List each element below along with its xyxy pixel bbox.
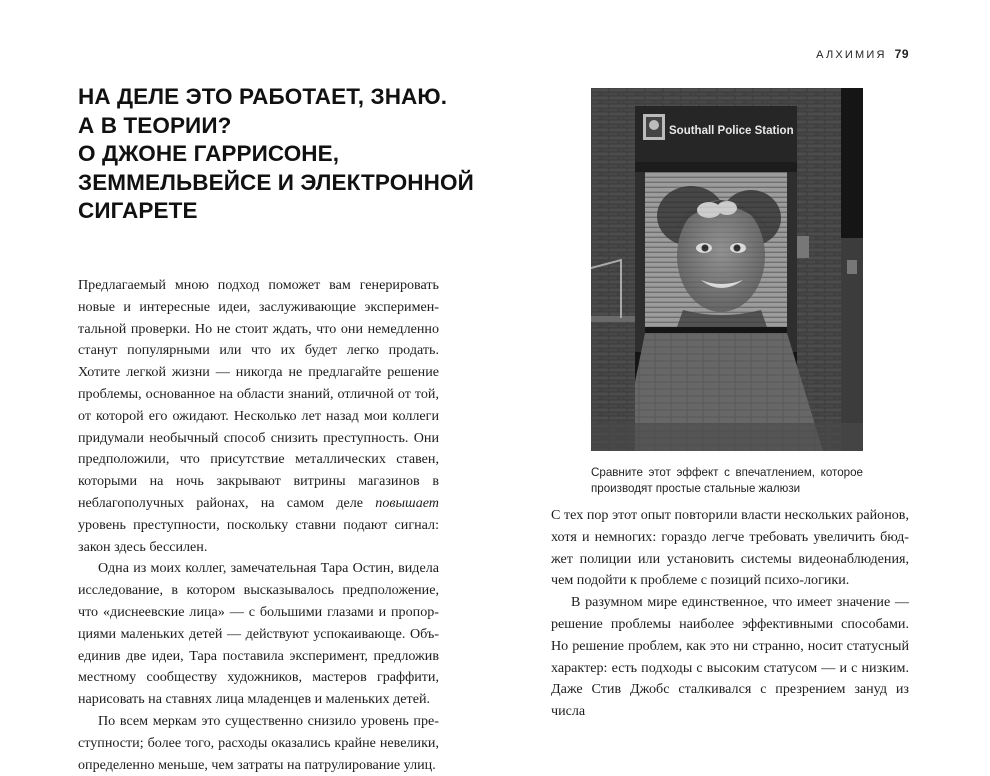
right-page <box>495 0 990 747</box>
right-body-text <box>551 505 909 723</box>
photo-illustration <box>591 88 863 451</box>
emphasis-text: повышает <box>375 494 439 511</box>
paragraph <box>78 275 439 558</box>
page-number: 79 <box>894 47 909 61</box>
paragraph-text: Предлагаемый мною подход поможет вам генерировать новые и интересные идеи, заслуживающие экспериментальной проверки. Но не стоит ждать, что они немедленно станут популярными или что их будет легко продать. Хотите легкой жизни — никогда не предлагайте решение проблемы, основанное на области знаний, отличной от той, от которой его ожидают. Несколько лет назад мои коллеги придумали необычный способ снизить преступность. Они предположили, что присутствие металлических ставен, которыми на ночь закрывают витрины магазинов в неблагополучных районах, на самом деле <box>78 277 439 511</box>
running-head <box>816 47 909 61</box>
paragraph: По всем меркам это существенно снизило уровень преступности; более того, расходы оказались крайне невелики, определенно меньше, чем затраты на патрулирование улиц. <box>78 712 439 773</box>
sign-text: Southall Police Station <box>669 125 794 137</box>
photo-caption: Сравните этот эффект с впечатлением, которое производят простые стальные жалюзи <box>591 466 863 495</box>
chapter-title-line: НА ДЕЛЕ ЭТО РАБОТАЕТ, ЗНАЮ. <box>78 84 448 109</box>
chapter-title-line: ЗЕММЕЛЬВЕЙСЕ И ЭЛЕКТРОННОЙ <box>78 169 474 195</box>
paragraph-text: уровень преступности, поскольку ставни подают сигнал: закон здесь бессилен. <box>78 516 439 555</box>
paragraph: В разумном мире единственное, что имеет значение — решение проблемы наиболее эффективными способами. Но решение проблем, как это ни странно, носит статусный характер: есть подходы с высоким статусом — и с низким. Даже Стив Джобс сталкивался с презрением зануд из числа <box>551 594 909 720</box>
chapter-title-line: А В ТЕОРИИ? <box>78 112 232 138</box>
left-body-text <box>78 275 439 776</box>
paragraph: Одна из моих коллег, замечательная Тара Остин, видела исследование, в котором высказывалось предположение, что «диснеевские лица» — с большими глазами и пропорциями маленьких детей — действуют успокаивающе. Объединив две идеи, Тара поставила эксперимент, предложив местному сообществу художников, мастеров граффити, нарисовать на ставнях лица младенцев и маленьких детей. <box>78 560 439 708</box>
running-head-title: АЛХИМИЯ <box>816 49 887 61</box>
paragraph: С тех пор этот опыт повторили власти нескольких районов, хотя и немногих: гораздо легче требовать увеличить бюджет полиции или установить системы видеонаблюдения, чем подойти к проблеме с позиций психо-логики. <box>551 507 909 589</box>
left-page <box>0 0 495 773</box>
chapter-title-line: О ДЖОНЕ ГАРРИСОНЕ, <box>78 141 340 166</box>
photo-police-station <box>591 88 863 451</box>
chapter-title <box>78 83 474 226</box>
chapter-title-line: СИГАРЕТЕ <box>78 198 198 223</box>
